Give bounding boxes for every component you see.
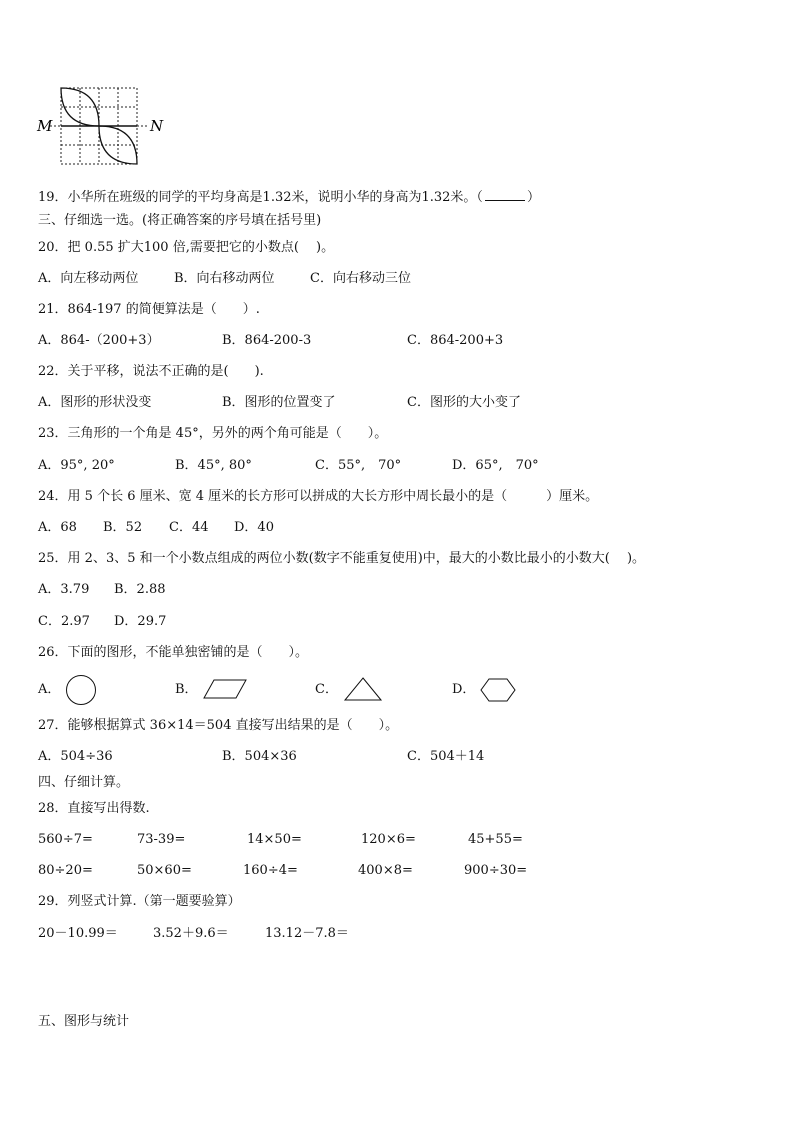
q21-option-b[interactable]: B．864-200-3 [222, 333, 312, 348]
section-4-title: 四、仔细计算。 [38, 775, 130, 790]
calc-item: 120×6= [361, 832, 416, 847]
q23-option-a[interactable]: A．95°, 20° [38, 458, 115, 473]
q27-option-b[interactable]: B．504×36 [222, 749, 297, 764]
q26-option-d[interactable]: D． [452, 682, 476, 697]
question-21-stem: 21．864-197 的简便算法是（ ）. [38, 302, 260, 317]
section-3-title: 三、仔细选一选。(将正确答案的序号填在括号里) [38, 213, 322, 228]
q24-option-d[interactable]: D．40 [234, 520, 274, 535]
q22-option-b[interactable]: B．图形的位置变了 [222, 395, 336, 410]
label-m: M [37, 117, 53, 135]
calc-item: 560÷7= [38, 832, 93, 847]
section-5-title: 五、图形与统计 [38, 1014, 130, 1029]
vertical-calc-item: 20－10.99＝ [38, 926, 118, 941]
q23-option-d[interactable]: D．65°, 70° [452, 458, 539, 473]
q23-option-c[interactable]: C．55°, 70° [315, 458, 402, 473]
q20-option-a[interactable]: A．向左移动两位 [38, 271, 139, 286]
q20-option-c[interactable]: C．向右移动三位 [310, 271, 411, 286]
q21-option-a[interactable]: A．864-（200+3） [38, 333, 160, 348]
calc-item: 50×60= [137, 863, 192, 878]
q21-option-c[interactable]: C．864-200+3 [407, 333, 504, 348]
answer-blank[interactable] [485, 188, 525, 201]
question-19 [38, 188, 540, 206]
question-25-stem: 25．用 2、3、5 和一个小数点组成的两位小数(数字不能重复使用)中，最大的小数比最小的小数大( )。 [38, 551, 646, 566]
question-29-stem: 29．列竖式计算.（第一题要验算） [38, 894, 241, 909]
circle-shape [64, 674, 98, 706]
calc-item: 73-39= [137, 832, 186, 847]
parallelogram-shape [202, 678, 248, 700]
calc-item: 80÷20= [38, 863, 93, 878]
question-20-stem: 20．把 0.55 扩大100 倍,需要把它的小数点( )。 [38, 240, 335, 255]
calc-item: 900÷30= [464, 863, 528, 878]
question-19-text: 19．小华所在班级的同学的平均身高是1.32米，说明小华的身高为1.32米。（ [38, 190, 483, 205]
q25-option-b[interactable]: B．2.88 [114, 582, 166, 597]
question-24-stem: 24．用 5 个长 6 厘米、宽 4 厘米的长方形可以拼成的大长方形中周长最小的是（ ）厘米。 [38, 489, 599, 504]
q25-option-c[interactable]: C．2.97 [38, 614, 90, 629]
q26-option-b[interactable]: B． [175, 682, 198, 697]
q23-option-b[interactable]: B．45°, 80° [175, 458, 252, 473]
question-27-stem: 27．能够根据算式 36×14＝504 直接写出结果的是（ ）。 [38, 718, 399, 733]
question-26-stem: 26．下面的图形，不能单独密铺的是（ ）。 [38, 645, 309, 660]
calc-item: 160÷4= [243, 863, 298, 878]
hexagon-shape [479, 677, 517, 703]
q27-option-a[interactable]: A．504÷36 [38, 749, 113, 764]
vertical-calc-item: 13.12－7.8＝ [265, 926, 349, 941]
q26-option-a[interactable]: A． [38, 682, 61, 697]
q22-option-a[interactable]: A．图形的形状没变 [38, 395, 152, 410]
q24-option-a[interactable]: A．68 [38, 520, 77, 535]
q22-option-c[interactable]: C．图形的大小变了 [407, 395, 521, 410]
calc-item: 14×50= [247, 832, 302, 847]
q20-option-b[interactable]: B．向右移动两位 [174, 271, 275, 286]
q27-option-c[interactable]: C．504＋14 [407, 749, 485, 764]
q26-option-c[interactable]: C． [315, 682, 338, 697]
q25-option-a[interactable]: A．3.79 [38, 582, 90, 597]
q24-option-c[interactable]: C．44 [169, 520, 209, 535]
q24-option-b[interactable]: B．52 [103, 520, 143, 535]
calc-item: 45+55= [468, 832, 523, 847]
calc-item: 400×8= [358, 863, 413, 878]
triangle-shape [343, 676, 383, 702]
q25-option-d[interactable]: D．29.7 [114, 614, 167, 629]
question-28-stem: 28．直接写出得数. [38, 801, 150, 816]
question-22-stem: 22．关于平移，说法不正确的是( ). [38, 364, 264, 379]
question-23-stem: 23．三角形的一个角是 45°，另外的两个角可能是（ ）。 [38, 426, 388, 441]
leaf-grid-figure [36, 84, 166, 168]
vertical-calc-item: 3.52＋9.6＝ [153, 926, 229, 941]
question-19-tail: ） [526, 190, 540, 205]
label-n: N [150, 117, 164, 135]
